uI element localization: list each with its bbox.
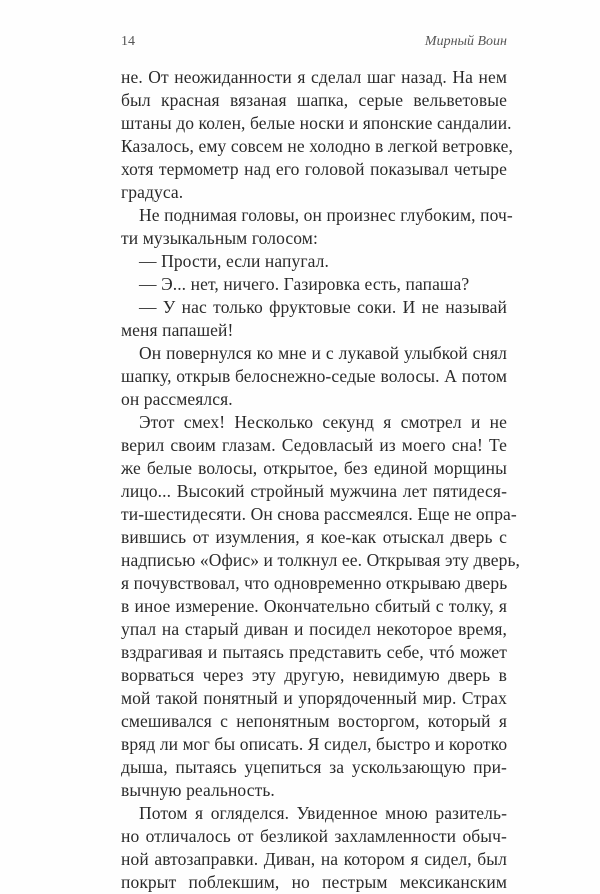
text-line: вившись от изумления, я кое-как отыскал дверь с xyxy=(121,527,507,547)
text-line: не. От неожиданности я сделал шаг назад. На нем xyxy=(121,67,507,87)
text-line: меня папашей! xyxy=(121,320,234,340)
text-line: шапку, открыв белоснежно-седые волосы. А потом xyxy=(121,366,507,386)
text-line: ти-шестидесяти. Он снова рассмеялся. Еще не опра- xyxy=(121,504,517,524)
text-line: — Э... нет, ничего. Газировка есть, папаша? xyxy=(139,274,470,294)
page-header xyxy=(121,34,507,54)
text-line: градуса. xyxy=(121,182,184,202)
text-line: лицо... Высокий стройный мужчина лет пятидеся- xyxy=(121,481,507,501)
body-text xyxy=(121,66,521,894)
text-line: — У нас только фруктовые соки. И не называй xyxy=(139,297,507,317)
text-line: хотя термометр над его головой показывал четыре xyxy=(121,159,507,179)
text-line: верил своим глазам. Седовласый из моего сна! Те xyxy=(121,435,507,455)
text-line: вздрагивая и пытаясь представить себе, чтó может xyxy=(121,642,507,662)
text-line: Казалось, ему совсем не холодно в легкой ветровке, xyxy=(121,136,513,156)
text-line: Он повернулся ко мне и с лукавой улыбкой снял xyxy=(139,343,507,363)
text-line: ной автозаправки. Диван, на котором я сидел, был xyxy=(121,849,507,869)
text-line: был красная вязаная шапка, серые вельветовые xyxy=(121,90,507,110)
text-line: штаны до колен, белые носки и японские сандалии. xyxy=(121,113,512,133)
text-line: Не поднимая головы, он произнес глубоким, поч- xyxy=(139,205,513,225)
text-line: же белые волосы, открытое, без единой морщины xyxy=(121,458,507,478)
text-line: но отличалось от безликой захламленности обыч- xyxy=(121,826,507,846)
text-line: ти музыкальным голосом: xyxy=(121,228,318,248)
text-line: в иное измерение. Окончательно сбитый с толку, я xyxy=(121,596,507,616)
text-line: Этот смех! Несколько секунд я смотрел и не xyxy=(139,412,507,432)
text-line: дыша, пытаясь уцепиться за ускользающую при- xyxy=(121,757,507,777)
page-number: 14 xyxy=(121,34,135,49)
text-line: я почувствовал, что одновременно открываю дверь xyxy=(121,573,508,593)
running-title: Мирный Воин xyxy=(424,34,507,49)
text-line: — Прости, если напугал. xyxy=(139,251,329,271)
text-line: покрыт поблекшим, но пестрым мексиканским xyxy=(121,872,507,892)
text-line: смешивался с непонятным восторгом, который я xyxy=(121,711,507,731)
text-line: надписью «Офис» и толкнул ее. Открывая эту дверь, xyxy=(121,550,521,570)
text-line: ворваться через эту другую, невидимую дверь в xyxy=(121,665,507,685)
text-line: упал на старый диван и посидел некоторое время, xyxy=(121,619,507,639)
text-line: вряд ли мог бы описать. Я сидел, быстро и коротко xyxy=(121,734,508,754)
text-line: мой такой понятный и упорядоченный мир. Страх xyxy=(121,688,507,708)
text-line: он рассмеялся. xyxy=(121,389,233,409)
text-line: Потом я огляделся. Увиденное мною разитель- xyxy=(139,803,507,823)
text-line: вычную реальность. xyxy=(121,780,275,800)
